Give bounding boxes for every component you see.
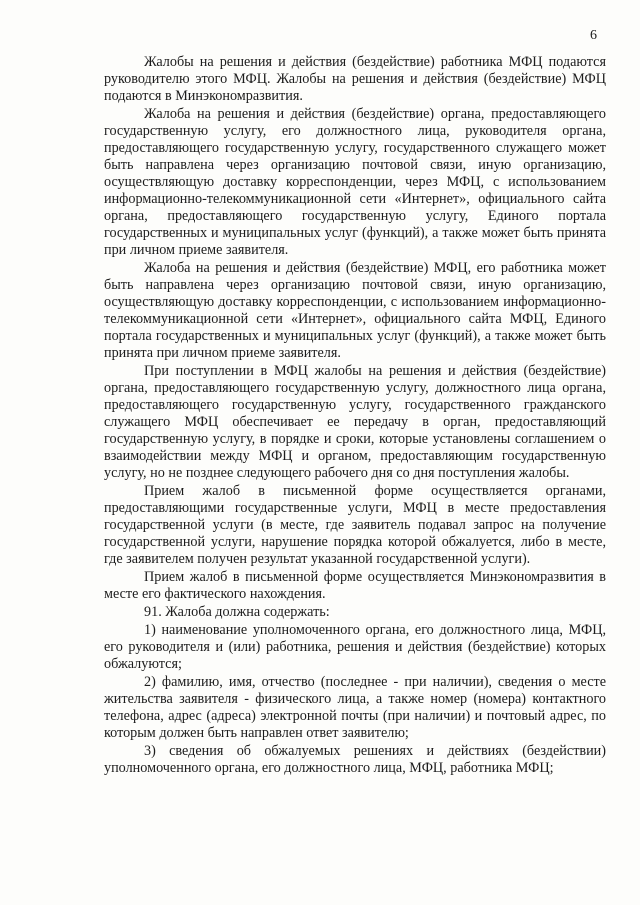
list-item-3: 3) сведения об обжалуемых решениях и действиях (бездействии) уполномоченного органа, его должностного лица, МФЦ, работника МФЦ;	[104, 743, 606, 776]
document-body	[104, 54, 606, 777]
paragraph-1: Жалобы на решения и действия (бездействие) работника МФЦ подаются руководителю этого МФЦ. Жалобы на решения и действия (бездействие) МФЦ подаются в Минэкономразвития.	[104, 54, 606, 104]
list-item-2: 2) фамилию, имя, отчество (последнее - при наличии), сведения о месте жительства заявителя - физического лица, а также номер (номера) контактного телефона, адрес (адреса) электронной почты (при наличии) и почтовый адрес, по которым должен быть направлен ответ заявителю;	[104, 674, 606, 741]
list-item-1: 1) наименование уполномоченного органа, его должностного лица, МФЦ, его руководителя и (или) работника, решения и действия (бездействие) которых обжалуются;	[104, 622, 606, 672]
page-number: 6	[590, 28, 597, 43]
paragraph-6: Прием жалоб в письменной форме осуществляется Минэкономразвития в месте его фактического нахождения.	[104, 569, 606, 602]
paragraph-7: 91. Жалоба должна содержать:	[144, 604, 330, 620]
paragraph-3: Жалоба на решения и действия (бездействие) МФЦ, его работника может быть направлена через организацию почтовой связи, иную организацию, осуществляющую доставку корреспонденции, с использованием информационно-телекоммуникационной сети «Интернет», официального сайта МФЦ, Единого портала государственных и муниципальных услуг (функций), а также может быть принята при личном приеме заявителя.	[104, 260, 606, 361]
paragraph-2: Жалоба на решения и действия (бездействие) органа, предоставляющего государственную услугу, его должностного лица, руководителя органа, предоставляющего государственную услугу, государственного служащего может быть направлена через организацию почтовой связи, иную организацию, осуществляющую доставку корреспонденции, через МФЦ, с использованием информационно-телекоммуникационной сети «Интернет», официального сайта органа, предоставляющего государственную услугу, Единого портала государственных и муниципальных услуг (функций), а также может быть принята при личном приеме заявителя.	[104, 106, 606, 258]
paragraph-4: При поступлении в МФЦ жалобы на решения и действия (бездействие) органа, предоставляющего государственную услугу, должностного лица органа, предоставляющего государственную услугу, государственного гражданского служащего МФЦ обеспечивает ее передачу в орган, предоставляющий государственную услугу, в порядке и сроки, которые установлены соглашением о взаимодействии между МФЦ и органом, предоставляющим государственную услугу, но не позднее следующего рабочего дня со дня поступления жалобы.	[104, 363, 606, 481]
paragraph-5: Прием жалоб в письменной форме осуществляется органами, предоставляющими государственные услуги, МФЦ в месте предоставления государственной услуги (в месте, где заявитель подавал запрос на получение государственной услуги, нарушение порядка которой обжалуется, либо в месте, где заявителем получен результат указанной государственной услуги).	[104, 483, 606, 567]
